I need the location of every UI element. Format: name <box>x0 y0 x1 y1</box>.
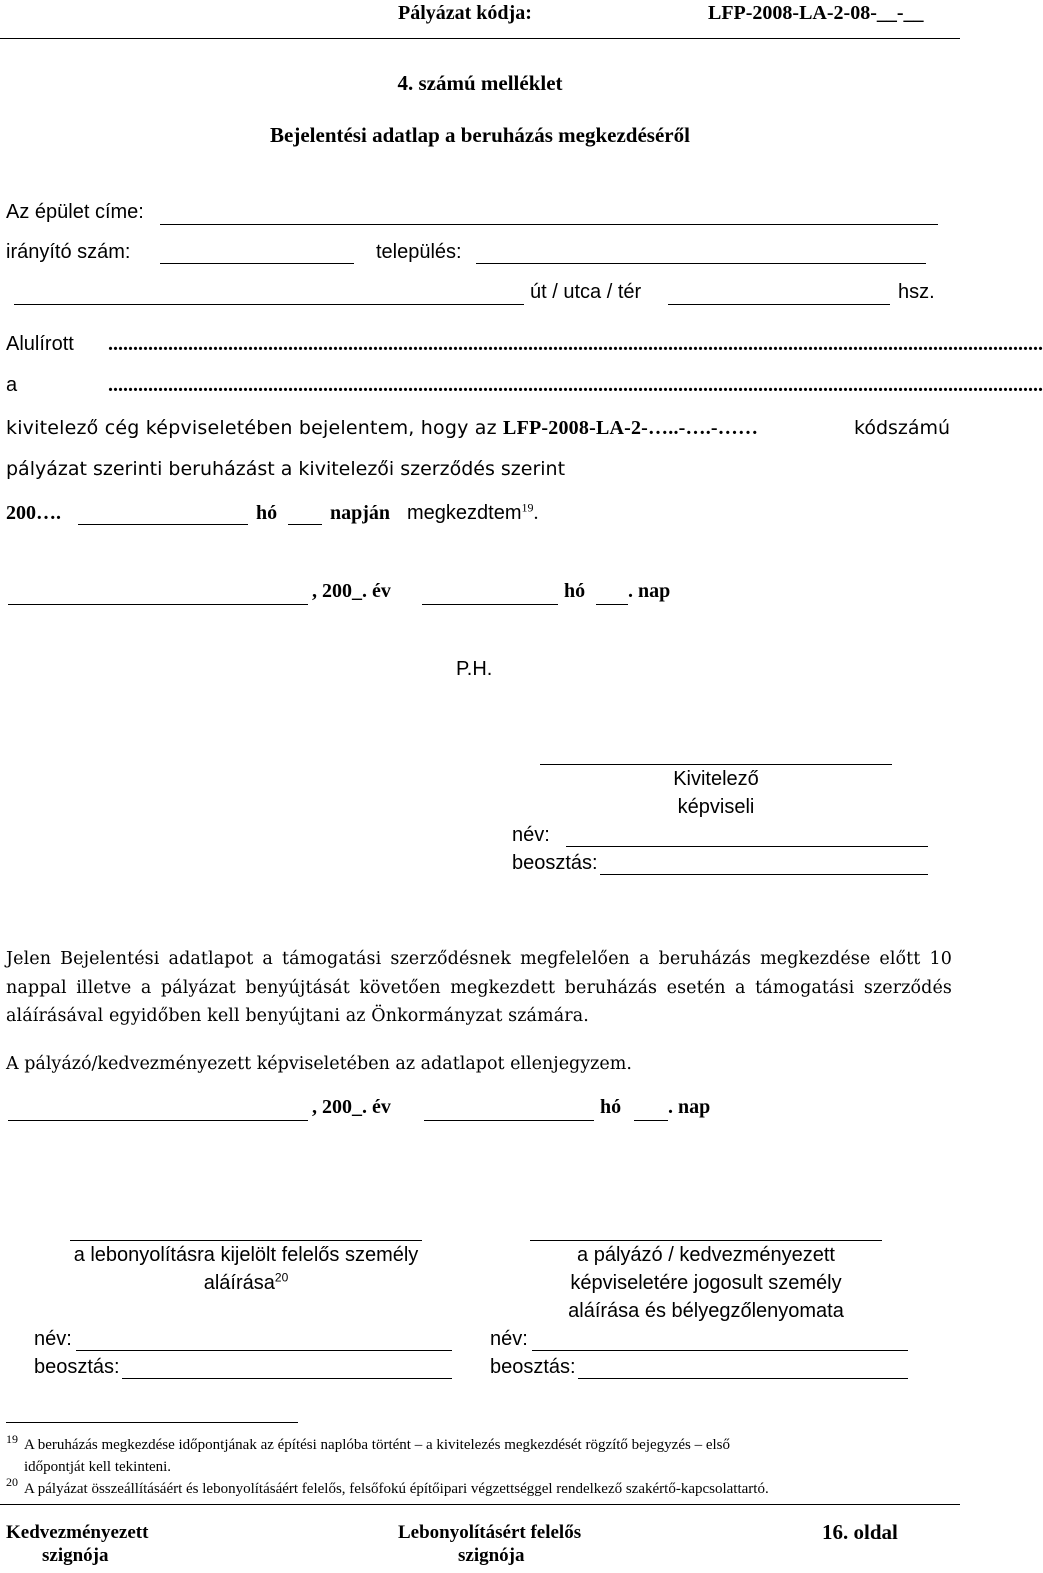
footnote-19-text: A beruházás megkezdése időpontjának az építési naplóba történt – a kivitelezés megkezdését rögzítő bejegyzés – első <box>24 1437 730 1453</box>
footnote-ref-20: 20 <box>274 1270 289 1285</box>
contractor-name-field[interactable] <box>566 846 928 847</box>
beneficiary-position-field[interactable] <box>578 1378 908 1379</box>
declaration-line-4: pályázat szerinti beruházást a kivitelezői szerződés szerint <box>6 458 566 480</box>
footnote-ref-19: 19 <box>521 500 534 515</box>
manager-sig-line1: a lebonyolításra kijelölt felelős személy <box>73 1244 419 1266</box>
started-text: megkezdtem$^{19}$. <box>407 500 539 524</box>
start-day-label: napján <box>330 502 391 524</box>
street-name-field[interactable] <box>14 304 524 305</box>
settlement-field[interactable] <box>476 263 926 264</box>
date-year-2: , 200_. év <box>312 1096 391 1118</box>
notice-paragraph: Jelen Bejelentési adatlapot a támogatási szerződésnek megfelelően a beruházás megkezdése előtt 10 nappal illetve a pályázat benyújtását követően megkezdett beruházás esetén a támogatási szerződés aláírásával egyidőben kell benyújtani az Önkormányzat számára. <box>6 949 952 1026</box>
beneficiary-sig-line3: aláírása és bélyegzőlenyomata <box>568 1300 844 1322</box>
start-month-label: hó <box>256 502 278 524</box>
date-day-field-1[interactable] <box>596 604 628 605</box>
footer-manager: Lebonyolításért felelős <box>398 1522 582 1543</box>
footer-beneficiary: Kedvezményezett <box>6 1522 149 1543</box>
footnote-19-number: 19 <box>6 1432 18 1446</box>
street-type-label: út / utca / tér <box>530 281 642 303</box>
countersign-text: A pályázó/kedvezményezett képviseletében az adatlapot ellenjegyzem. <box>6 1054 632 1074</box>
beneficiary-name-label: név: <box>490 1328 528 1350</box>
house-number-field[interactable] <box>668 304 890 305</box>
page-title: Bejelentési adatlap a beruházás megkezdéséről <box>270 123 690 147</box>
manager-name-label: név: <box>34 1328 72 1350</box>
project-code: LFP-2008-LA-2-…..-….-…… <box>503 417 759 439</box>
company-a-label: a <box>6 374 18 396</box>
start-year: 200…. <box>6 502 61 524</box>
manager-name-field[interactable] <box>76 1350 452 1351</box>
code-label: Pályázat kódja: <box>398 2 532 24</box>
beneficiary-name-field[interactable] <box>532 1350 908 1351</box>
page-number: 16. oldal <box>822 1520 898 1544</box>
undersigned-dots[interactable]: ........................................................................................................................................................................................... <box>108 333 1043 355</box>
place-field-2[interactable] <box>8 1120 308 1121</box>
date-day-field-2[interactable] <box>634 1120 668 1121</box>
declaration-line-3: kivitelező cég képviseletében bejelentem, hogy az LFP-2008-LA-2-…..-….-…… <box>6 417 759 439</box>
house-number-label: hsz. <box>898 281 935 303</box>
company-dots[interactable]: ........................................................................................................................................................................................... <box>108 374 1043 396</box>
footer-manager-signature: szignója <box>458 1545 525 1566</box>
stamp-label: P.H. <box>456 658 493 680</box>
contractor-title: Kivitelező <box>673 768 759 790</box>
beneficiary-position-label: beosztás: <box>490 1356 576 1378</box>
contractor-subtitle: képviseli <box>677 796 755 818</box>
start-day-field[interactable] <box>288 524 322 525</box>
beneficiary-signature-line[interactable] <box>530 1240 882 1241</box>
footnote-20-text: A pályázat összeállításáért és lebonyolításáért felelős, felsőfokú építőipari végzettséggel rendelkező szakértő-kapcsolattartó. <box>24 1481 769 1497</box>
date-month-field-1[interactable] <box>422 604 558 605</box>
date-month-label-2: hó <box>600 1096 622 1118</box>
start-month-field[interactable] <box>78 524 248 525</box>
undersigned-label: Alulírott <box>6 333 74 355</box>
manager-position-label: beosztás: <box>34 1356 120 1378</box>
date-month-label-1: hó <box>564 580 586 602</box>
code-number-suffix: kódszámú <box>854 417 951 439</box>
manager-signature-line[interactable] <box>70 1240 422 1241</box>
footnote-divider <box>6 1422 298 1423</box>
zip-field[interactable] <box>160 263 354 264</box>
manager-position-field[interactable] <box>122 1378 452 1379</box>
footnote-20-number: 20 <box>6 1475 18 1489</box>
place-field-1[interactable] <box>8 604 308 605</box>
beneficiary-sig-line1: a pályázó / kedvezményezett <box>577 1244 835 1266</box>
zip-label: irányító szám: <box>6 241 131 263</box>
contractor-position-field[interactable] <box>600 874 928 875</box>
beneficiary-sig-line2: képviseletére jogosult személy <box>570 1272 842 1294</box>
code-value: LFP-2008-LA-2-08-__-__ <box>708 2 924 24</box>
contractor-position-label: beosztás: <box>512 852 598 874</box>
date-month-field-2[interactable] <box>424 1120 594 1121</box>
footnote-19-text-cont: időpontját kell tekinteni. <box>24 1459 172 1475</box>
annex-label: 4. számú melléklet <box>397 71 563 95</box>
building-address-field[interactable] <box>160 224 938 225</box>
date-year-1: , 200_. év <box>312 580 391 602</box>
header-divider <box>0 38 960 39</box>
contractor-signature-line[interactable] <box>540 764 892 765</box>
date-day-label-1: . nap <box>628 580 671 602</box>
contractor-name-label: név: <box>512 824 550 846</box>
building-address-label: Az épület címe: <box>6 201 144 223</box>
footer-beneficiary-signature: szignója <box>42 1545 109 1566</box>
footer-divider <box>0 1504 960 1505</box>
settlement-label: település: <box>376 241 462 263</box>
date-day-label-2: . nap <box>668 1096 711 1118</box>
manager-sig-line2: aláírása$^{20}$ <box>203 1270 289 1294</box>
